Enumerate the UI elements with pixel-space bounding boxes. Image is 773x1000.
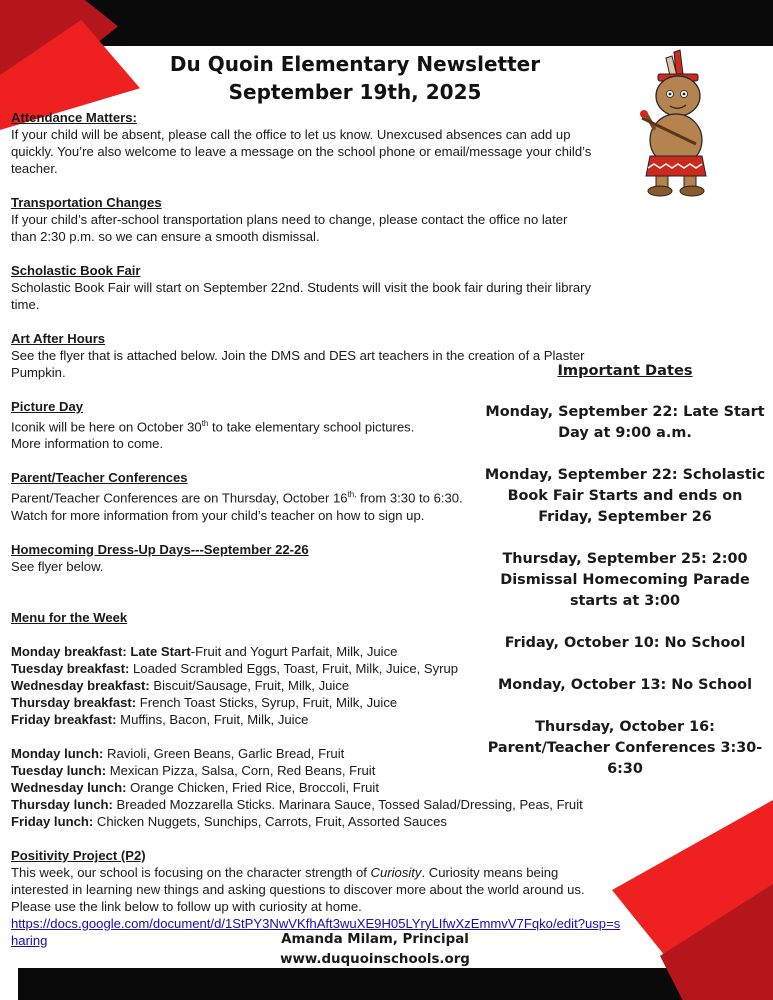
- important-dates: [484, 360, 766, 801]
- date-item: Monday, September 22: Scholastic Book Fair Starts and ends on Friday, September 26: [484, 467, 766, 525]
- paragraph-line: See flyer below.: [11, 558, 104, 574]
- menu-label: Monday breakfast: Late Start: [11, 643, 191, 659]
- text-run: This week, our school is focusing on the character strength of: [11, 864, 371, 880]
- section-heading: Picture Day: [11, 399, 84, 414]
- date-item: Monday, October 13: No School: [497, 677, 753, 693]
- positivity-link[interactable]: https://docs.google.com/document/d/1StPY3NwVKfhAft3wuXE9H05LYryLIfwXzEmmvV7Fqko/edit?usp=sharing: [11, 915, 621, 948]
- section-heading: Positivity Project (P2): [11, 847, 146, 863]
- menu-text: Loaded Scrambled Eggs, Toast, Fruit, Milk, Juice, Syrup: [129, 660, 459, 676]
- website: www.duquoinschools.org: [280, 952, 470, 967]
- menu-text: Biscuit/Sausage, Fruit, Milk, Juice: [149, 677, 350, 693]
- paragraph-line: Pumpkin.: [11, 365, 66, 380]
- top-black-bar: [0, 0, 773, 46]
- emphasis: Curiosity: [370, 864, 422, 880]
- date-item: Thursday, October 16: Parent/Teacher Conferences 3:30-6:30: [487, 719, 763, 777]
- menu-text: -Fruit and Yogurt Parfait, Milk, Juice: [190, 643, 398, 659]
- menu-text: Chicken Nuggets, Sunchips, Carrots, Fruit, Assorted Sauces: [93, 813, 447, 829]
- text-run: Parent/Teacher Conferences are on Thursday, October 16: [11, 490, 348, 506]
- paragraph-line: [11, 864, 626, 881]
- section-heading: Scholastic Book Fair: [11, 263, 141, 278]
- paragraph-line: Watch for more information from your child’s teacher on how to sign up.: [11, 507, 425, 523]
- paragraph-line: quickly. You’re also welcome to leave a message on the school phone or email/message your child’s: [11, 144, 592, 159]
- principal-name: Amanda Milam, Principal: [281, 932, 469, 947]
- paragraph-line: Please use the link below to follow up with curiosity at home.: [11, 898, 362, 914]
- paragraph-line: More information to come.: [11, 436, 164, 452]
- transportation-section: [11, 194, 626, 245]
- attendance-section: [11, 109, 626, 177]
- newsletter-title: Du Quoin Elementary Newsletter: [169, 52, 541, 76]
- book-fair-section: [11, 262, 626, 313]
- menu-text: Orange Chicken, Fried Rice, Broccoli, Fruit: [126, 779, 379, 795]
- section-heading: Menu for the Week: [11, 609, 128, 625]
- text-run: Iconik will be here on October 30: [11, 419, 202, 435]
- paragraph-line: time.: [11, 297, 40, 312]
- menu-label: Thursday breakfast:: [11, 694, 137, 710]
- paragraph-line: If your child will be absent, please call the office to let us know. Unexcused absences can add up: [11, 127, 571, 142]
- section-heading: Homecoming Dress-Up Days---September 22-26: [11, 541, 309, 557]
- menu-label: Friday breakfast:: [11, 711, 117, 727]
- section-heading: Art After Hours: [11, 331, 106, 346]
- superscript: th,: [347, 490, 357, 500]
- menu-label: Monday lunch:: [11, 745, 104, 761]
- text-run: to take elementary school pictures.: [208, 419, 415, 435]
- section-heading: Attendance Matters:: [11, 110, 137, 125]
- date-item: Monday, September 22: Late Start Day at 9:00 a.m.: [485, 404, 765, 441]
- text-run: from 3:30 to 6:30.: [356, 490, 463, 506]
- menu-item: [11, 813, 626, 830]
- text-run: . Curiosity means being: [421, 864, 559, 880]
- menu-label: Thursday lunch:: [11, 796, 113, 812]
- important-dates-title: Important Dates: [557, 362, 693, 379]
- menu-label: Friday lunch:: [11, 813, 94, 829]
- paragraph-line: interested in learning new things and asking questions to discover more about the world around us.: [11, 881, 585, 897]
- menu-text: French Toast Sticks, Syrup, Fruit, Milk, Juice: [136, 694, 398, 710]
- menu-label: Tuesday lunch:: [11, 762, 107, 778]
- mascot-illustration: [636, 48, 716, 198]
- menu-label: Tuesday breakfast:: [11, 660, 130, 676]
- paragraph-line: than 2:30 p.m. so we can ensure a smooth dismissal.: [11, 229, 320, 244]
- menu-text: Mexican Pizza, Salsa, Corn, Red Beans, Fruit: [106, 762, 376, 778]
- menu-text: Ravioli, Green Beans, Garlic Bread, Fruit: [103, 745, 345, 761]
- paragraph-line: If your child’s after-school transportation plans need to change, please contact the office no later: [11, 212, 568, 227]
- paragraph-line: Scholastic Book Fair will start on September 22nd. Students will visit the book fair during their library: [11, 280, 592, 295]
- newsletter-date: September 19th, 2025: [228, 80, 482, 104]
- menu-label: Wednesday lunch:: [11, 779, 127, 795]
- section-heading: Parent/Teacher Conferences: [11, 470, 188, 486]
- footer: [230, 930, 520, 970]
- section-heading: Transportation Changes: [11, 195, 162, 210]
- superscript: th: [201, 419, 209, 428]
- menu-text: Breaded Mozzarella Sticks. Marinara Sauce, Tossed Salad/Dressing, Peas, Fruit: [112, 796, 583, 812]
- menu-label: Wednesday breakfast:: [11, 677, 150, 693]
- paragraph-line: teacher.: [11, 161, 58, 176]
- date-item: Thursday, September 25: 2:00 Dismissal Homecoming Parade starts at 3:00: [500, 551, 750, 609]
- menu-text: Muffins, Bacon, Fruit, Milk, Juice: [116, 711, 309, 727]
- paragraph-line: See the flyer that is attached below. Join the DMS and DES art teachers in the creation of a Plaster: [11, 348, 585, 363]
- bottom-black-bar: [18, 968, 773, 1000]
- date-item: Friday, October 10: No School: [504, 635, 746, 651]
